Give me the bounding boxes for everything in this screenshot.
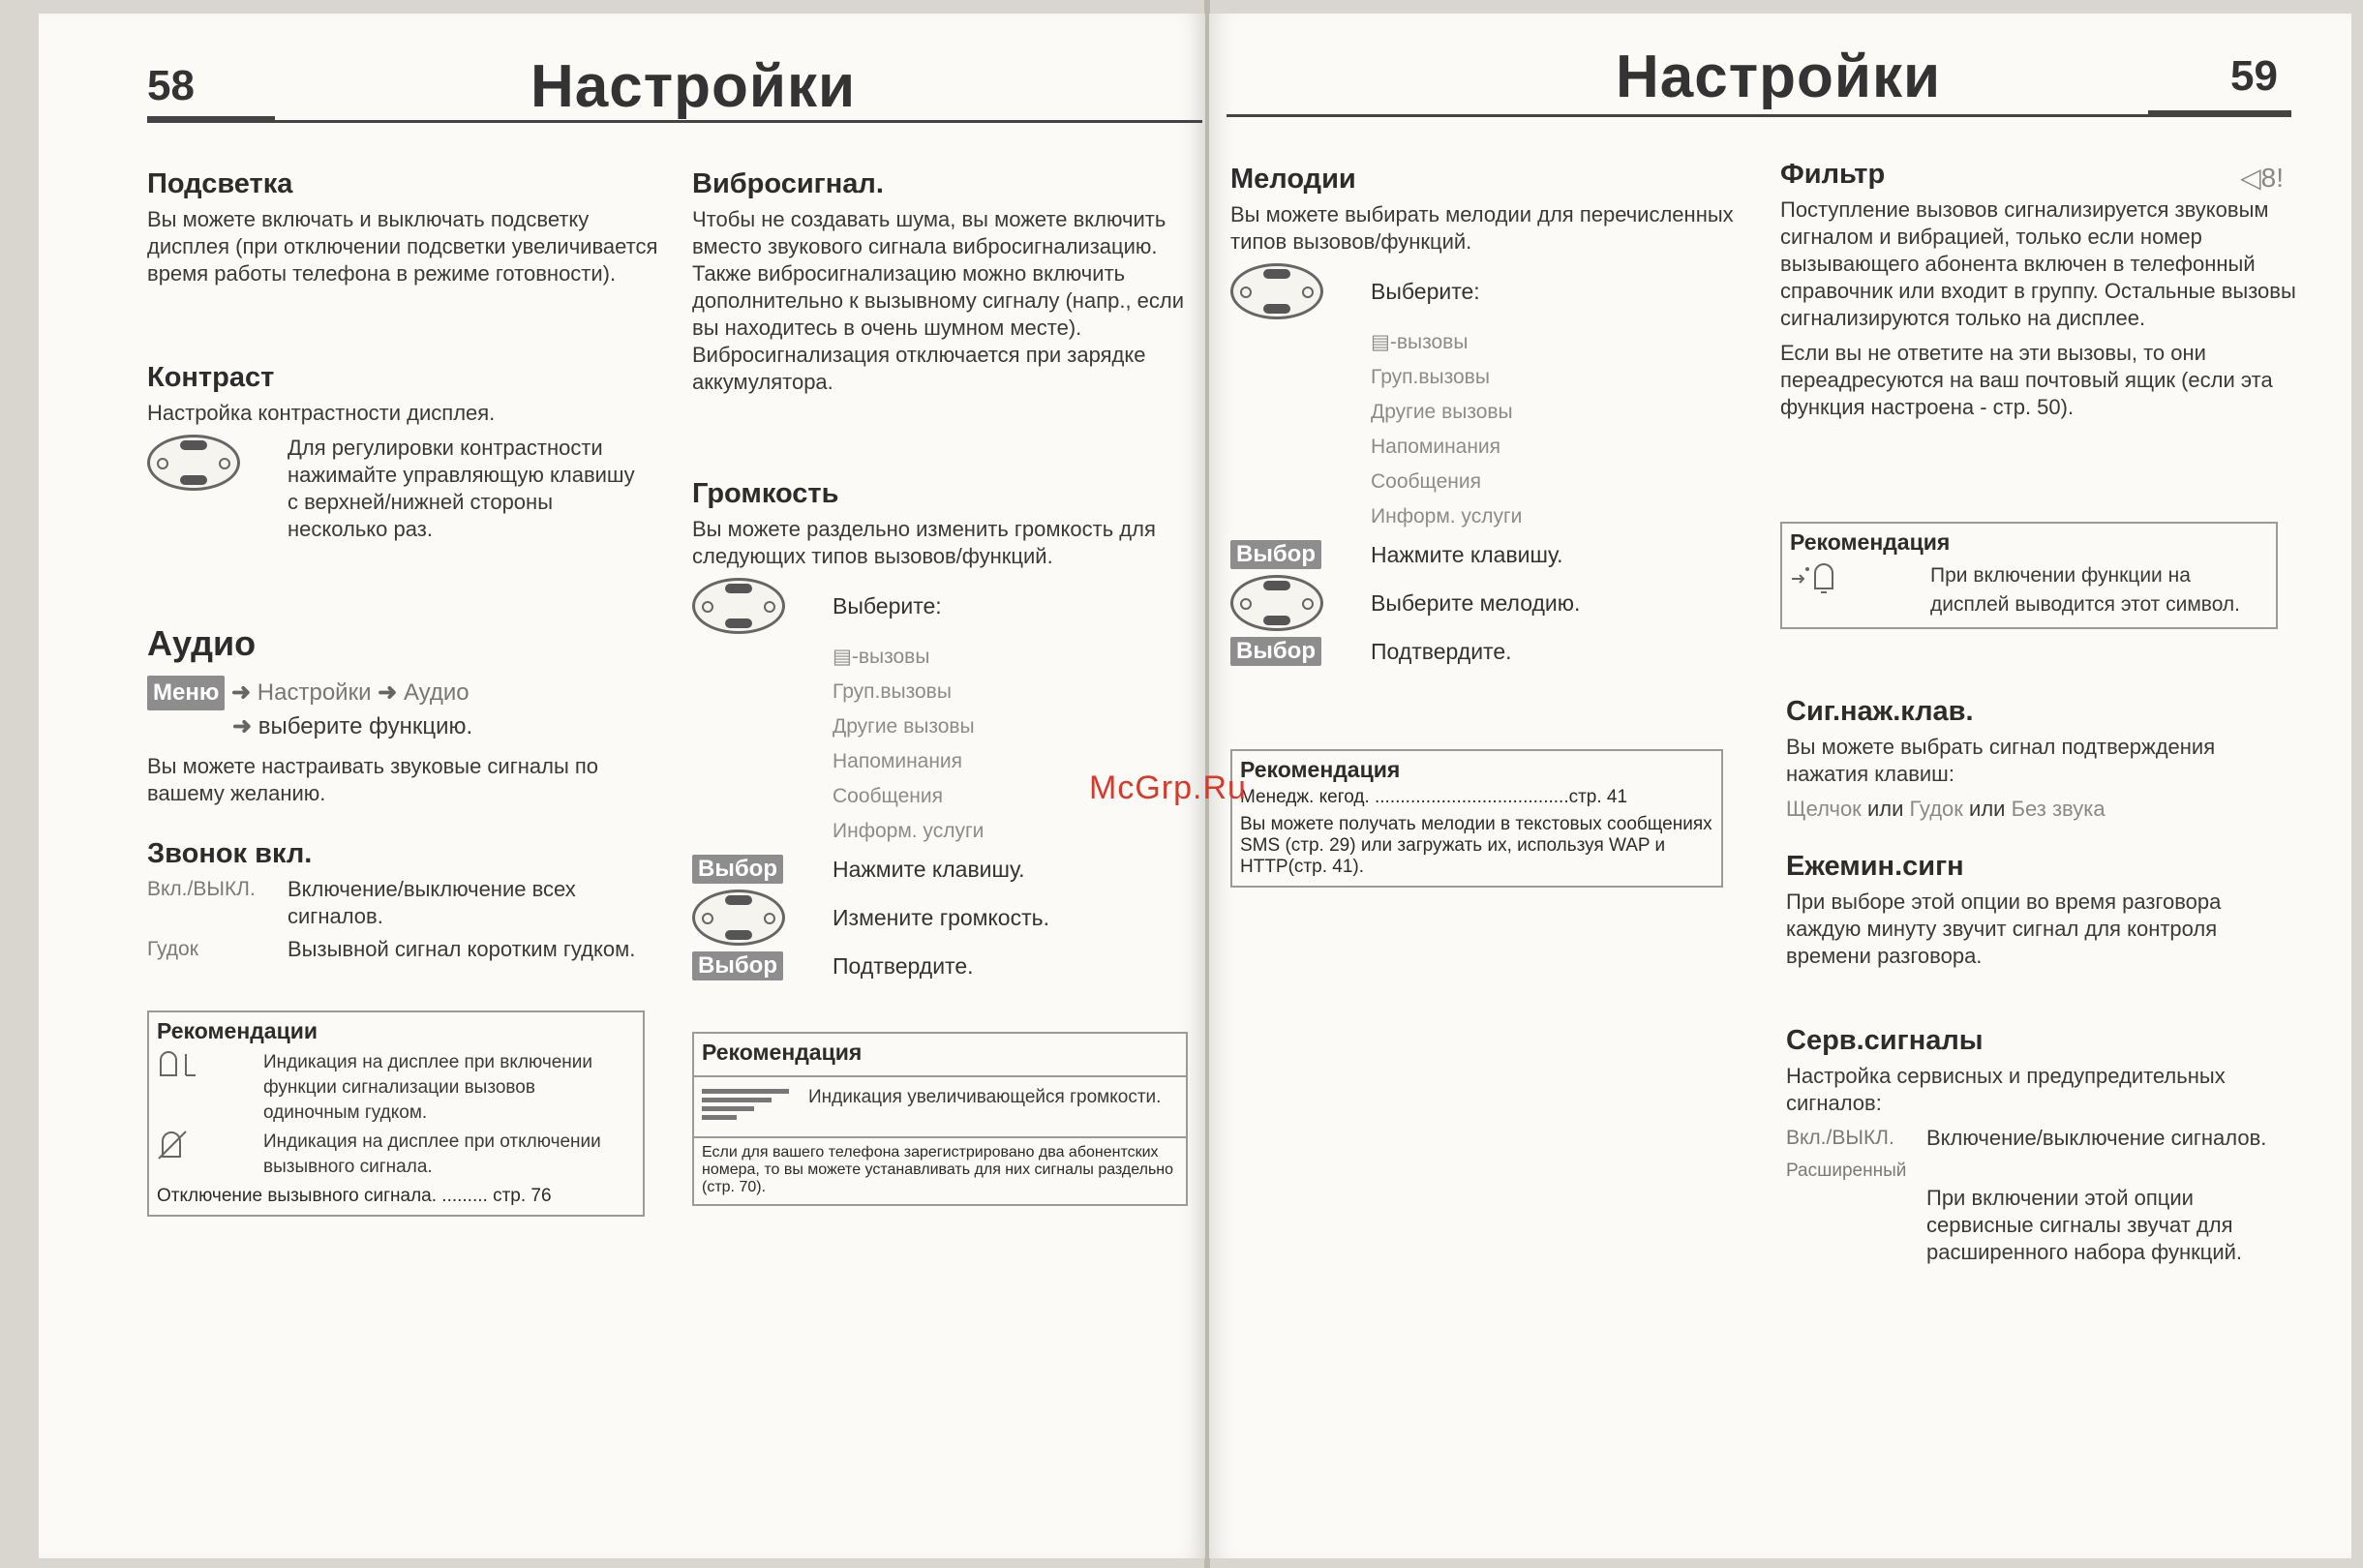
box-heading: Рекомендации bbox=[157, 1018, 318, 1043]
section-ejemin bbox=[1786, 851, 2289, 978]
box-footer-text: Если для вашего телефона зарегистрировано два абонентских номера, то вы можете устанавливать для них сигналы раздельно (стр. 70). bbox=[702, 1144, 1174, 1195]
step-text: Измените громкость. bbox=[833, 904, 1049, 930]
option-label: Вкл./ВЫКЛ. bbox=[147, 878, 256, 900]
list-item: Груп.вызовы bbox=[833, 680, 952, 703]
menu-path-line2 bbox=[147, 710, 660, 743]
page-number: 59 bbox=[2230, 52, 2278, 100]
menu-path bbox=[147, 676, 660, 710]
watermark: McGrp.Ru bbox=[1089, 769, 1247, 806]
section-kontrast bbox=[147, 362, 660, 551]
menu-path-item: Настройки bbox=[257, 679, 372, 706]
list-item: Информ. услуги bbox=[1371, 505, 1523, 528]
section-heading: Сиг.наж.клав. bbox=[1786, 696, 1974, 727]
page-number: 58 bbox=[147, 62, 195, 109]
section-text: Настройка сервисных и предупредительных сигналов: bbox=[1786, 1064, 2226, 1115]
option-value: Без звука bbox=[2011, 797, 2105, 821]
section-text: Вы можете выбрать сигнал подтверждения нажатия клавиш: bbox=[1786, 735, 2216, 786]
box-item bbox=[149, 1048, 643, 1128]
section-text: Если вы не ответите на эти вызовы, то они переадресуются на ваш почтовый ящик (если эта функция настроена - стр. 50). bbox=[1780, 341, 2273, 419]
option-text: При включении этой опции сервисные сигналы звучат для расширенного набора функций. bbox=[1926, 1186, 2243, 1264]
list-item: Сообщения bbox=[1371, 470, 1481, 493]
section-heading: Ежемин.сигн bbox=[1786, 851, 1964, 882]
section-text: Вы можете включать и выключать подсветку дисплея (при отключении подсветки увеличивается время работы телефона в режиме готовности). bbox=[147, 207, 658, 286]
navigation-key-icon bbox=[692, 890, 785, 946]
menu-path-item: Аудио bbox=[403, 679, 470, 706]
section-text: Вы можете выбирать мелодии для перечисленных типов вызовов/функций. bbox=[1230, 202, 1734, 254]
list-item: ▤-вызовы bbox=[1371, 331, 1469, 353]
option-label: Гудок bbox=[147, 938, 198, 960]
page-reference: Отключение вызывного сигнала. ......... стр. 76 bbox=[157, 1186, 552, 1206]
option-row bbox=[1786, 1158, 2309, 1266]
step-row bbox=[1230, 263, 1734, 319]
single-beep-icon bbox=[157, 1050, 263, 1126]
box-heading: Рекомендация bbox=[1790, 529, 1951, 555]
select-key: Выбор bbox=[1230, 637, 1321, 666]
step-row bbox=[692, 578, 1205, 634]
navigation-key-icon bbox=[1230, 263, 1323, 319]
box-item bbox=[149, 1128, 643, 1182]
recommendation-box bbox=[1230, 749, 1723, 888]
section-heading: Вибросигнал. bbox=[692, 168, 884, 199]
page-title: Настройки bbox=[530, 53, 857, 120]
option-row bbox=[147, 876, 670, 930]
section-signaj bbox=[1786, 696, 2289, 830]
box-item bbox=[694, 1077, 1186, 1131]
menu-path-instruction: выберите функцию. bbox=[258, 713, 473, 739]
section-zvonok bbox=[147, 838, 670, 969]
list-item: Сообщения bbox=[833, 785, 943, 807]
section-heading: Мелодии bbox=[1230, 164, 1356, 195]
section-heading: Фильтр bbox=[1780, 159, 1886, 190]
right-page bbox=[1209, 14, 2351, 1558]
list-item: ▤-вызовы bbox=[833, 646, 930, 668]
box-heading: Рекомендация bbox=[1240, 757, 1401, 782]
arrow-right-icon: ➜ bbox=[231, 679, 258, 706]
step-text: Нажмите клавишу. bbox=[833, 856, 1025, 882]
option-row bbox=[1786, 1125, 2309, 1152]
section-serv bbox=[1786, 1025, 2309, 1272]
select-label: Выберите: bbox=[833, 592, 942, 618]
step-text: Нажмите клавишу. bbox=[1371, 541, 1563, 567]
option-value: Гудок bbox=[1909, 797, 1963, 821]
step-text: Подтвердите. bbox=[1371, 638, 1512, 664]
box-item bbox=[1782, 559, 2276, 627]
section-text: Настройка контрастности дисплея. bbox=[147, 401, 496, 425]
step-row bbox=[692, 951, 1205, 980]
option-text: Включение/выключение сигналов. bbox=[1926, 1126, 2267, 1150]
message-icon: ▤ bbox=[833, 646, 852, 668]
step-row bbox=[1230, 575, 1734, 631]
box-text: Вы можете получать мелодии в текстовых сообщениях SMS (стр. 29) или загружать их, используя WAP и HTTP(стр. 41). bbox=[1240, 814, 1712, 877]
step-text: Выберите мелодию. bbox=[1371, 589, 1581, 616]
box-item-text: Индикация на дисплее при отключении вызывного сигнала. bbox=[263, 1131, 601, 1177]
section-heading: Звонок вкл. bbox=[147, 838, 313, 869]
left-page bbox=[39, 14, 1205, 1558]
section-vibro bbox=[692, 168, 1205, 404]
filter-bell-icon bbox=[1790, 561, 1930, 619]
volume-increase-icon bbox=[702, 1085, 808, 1129]
select-key: Выбор bbox=[692, 951, 783, 980]
recommendation-box bbox=[1780, 522, 2278, 629]
section-text: Вы можете настраивать звуковые сигналы по вашему желанию. bbox=[147, 754, 599, 805]
select-key: Выбор bbox=[1230, 540, 1321, 569]
box-item-text: При включении функции на дисплей выводится этот символ. bbox=[1930, 564, 2241, 616]
option-value: Щелчок bbox=[1786, 797, 1862, 821]
header-rule bbox=[147, 120, 1202, 123]
list-item: Напоминания bbox=[1371, 436, 1501, 458]
section-text: Вы можете раздельно изменить громкость для следующих типов вызовов/функций. bbox=[692, 517, 1156, 568]
section-heading: Громкость bbox=[692, 478, 839, 509]
navigation-key-icon bbox=[1230, 575, 1323, 631]
navigation-key-icon bbox=[692, 578, 785, 634]
section-heading: Серв.сигналы bbox=[1786, 1025, 1984, 1056]
option-list bbox=[833, 640, 1205, 849]
step-row bbox=[692, 855, 1205, 884]
list-item: Другие вызовы bbox=[833, 715, 975, 738]
page-reference: Менедж. кегод. ......................................стр. 41 bbox=[1240, 787, 1628, 807]
box-item-text: Индикация на дисплее при включении функции сигнализации вызовов одиночным гудком. bbox=[263, 1052, 593, 1123]
option-row bbox=[147, 936, 670, 963]
section-podsvetka bbox=[147, 168, 660, 295]
ring-off-icon bbox=[157, 1130, 263, 1180]
select-label: Выберите: bbox=[1371, 278, 1480, 304]
arrow-right-icon: ➜ bbox=[232, 713, 258, 739]
section-gromkost bbox=[692, 478, 1205, 986]
list-item: Груп.вызовы bbox=[1371, 366, 1490, 388]
step-row bbox=[1230, 637, 1734, 666]
list-item: Другие вызовы bbox=[1371, 401, 1513, 423]
list-item: Информ. услуги bbox=[833, 820, 985, 842]
box-item-text: Индикация увеличивающейся громкости. bbox=[808, 1087, 1162, 1107]
header-rule bbox=[1227, 114, 2291, 117]
select-key: Выбор bbox=[692, 855, 783, 884]
section-heading: Подсветка bbox=[147, 168, 293, 199]
section-heading: Контраст bbox=[147, 362, 275, 393]
section-text: Чтобы не создавать шума, вы можете включить вместо звукового сигнала вибросигнализацию. Также вибросигнализацию можно включить дополнительно к вызывному сигналу (напр., если вы находитесь в очень шумном месте). Вибросигнализация отключается при зарядке аккумулятора. bbox=[692, 207, 1185, 394]
nav-instruction: Для регулировки контрастности нажимайте управляющую клавишу с верхней/нижней стороны несколько раз. bbox=[288, 436, 635, 541]
message-icon: ▤ bbox=[1371, 331, 1390, 353]
section-text: При выборе этой опции во время разговора каждую минуту звучит сигнал для контроля времени разговора. bbox=[1786, 890, 2222, 968]
step-text: Подтвердите. bbox=[833, 952, 974, 979]
step-row bbox=[692, 890, 1205, 946]
recommendation-box bbox=[692, 1032, 1188, 1206]
navigation-key-icon bbox=[147, 435, 240, 491]
option-choices: Щелчок или Гудок или Без звука bbox=[1786, 797, 2105, 821]
page-title: Настройки bbox=[1616, 44, 1942, 110]
option-label: Расширенный bbox=[1786, 1161, 1907, 1181]
section-filtr bbox=[1780, 159, 2303, 429]
section-text: Поступление вызовов сигнализируется звуковым сигналом и вибрацией, только если номер вызывающего абонента включен в телефонный справочник или входит в группу. Остальные вызовы сигнализируются только на дисплее. bbox=[1780, 197, 2296, 330]
filter-icon: ◁8! bbox=[2240, 163, 2284, 193]
arrow-right-icon: ➜ bbox=[378, 679, 404, 706]
section-melodii bbox=[1230, 164, 1734, 672]
section-audio bbox=[147, 623, 660, 815]
option-text: Включение/выключение всех сигналов. bbox=[288, 877, 576, 928]
option-label: Вкл./ВЫКЛ. bbox=[1786, 1127, 1894, 1149]
header-rule-accent bbox=[2148, 110, 2291, 116]
section-heading: Аудио bbox=[147, 623, 257, 663]
option-list bbox=[1371, 325, 1734, 534]
step-row bbox=[1230, 540, 1734, 569]
recommendation-box bbox=[147, 1010, 645, 1217]
box-heading: Рекомендация bbox=[702, 1040, 863, 1065]
option-text: Вызывной сигнал коротким гудком. bbox=[288, 937, 636, 961]
menu-key: Меню bbox=[147, 676, 225, 710]
list-item: Напоминания bbox=[833, 750, 963, 772]
